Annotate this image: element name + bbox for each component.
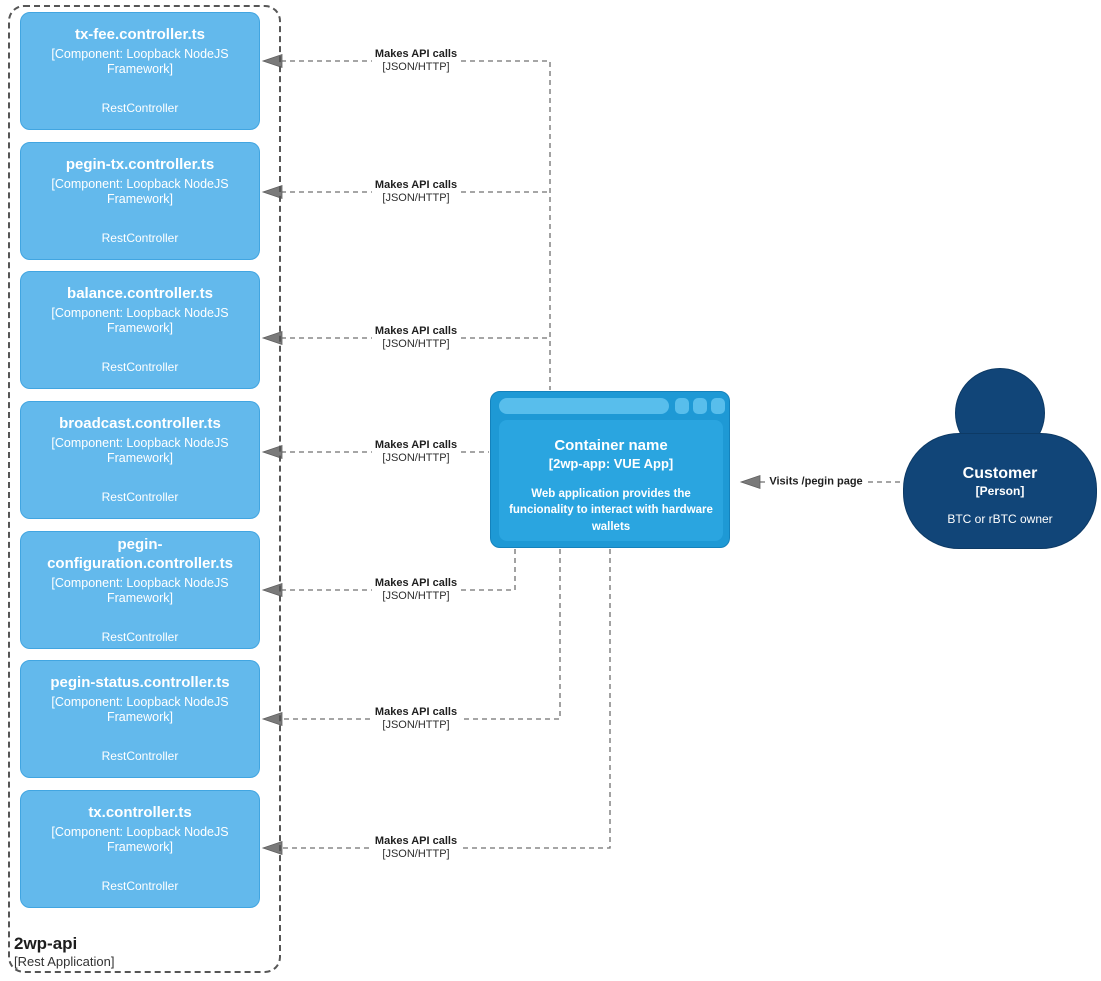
component-broadcast-controller: [20, 401, 260, 519]
component-title: pegin-configuration.controller.ts: [47, 536, 233, 572]
component-meta: [Component: Loopback NodeJS Framework]: [51, 575, 229, 605]
container-2wp-app: [490, 391, 730, 548]
window-control-icon: [675, 398, 689, 414]
edge-label-tx-fee: [372, 48, 460, 74]
component-meta: [Component: Loopback NodeJS Framework]: [51, 47, 229, 77]
container-description: Web application provides the funcionality to interact with hardware wallets: [509, 488, 713, 533]
edge-label-tech: [JSON/HTTP]: [382, 590, 450, 602]
component-title: balance.controller.ts: [67, 285, 213, 303]
component-role: RestController: [101, 360, 179, 375]
edge-label-text: Makes API calls: [374, 48, 458, 60]
component-meta: [Component: Loopback NodeJS Framework]: [51, 695, 229, 725]
edge-label-text: Makes API calls: [374, 577, 458, 589]
component-balance-controller: [20, 271, 260, 389]
edge-label-tech: [JSON/HTTP]: [382, 338, 450, 350]
edge-label-visits-pegin: [766, 476, 865, 489]
component-pegin-tx-controller: [20, 142, 260, 260]
component-tx-controller: [20, 790, 260, 908]
edge-label-text: Visits /pegin page: [769, 475, 863, 488]
component-meta: [Component: Loopback NodeJS Framework]: [51, 825, 229, 855]
component-role: RestController: [101, 749, 179, 764]
window-control-icon: [711, 398, 725, 414]
container-title: Container name: [554, 437, 668, 454]
edge-label-tech: [JSON/HTTP]: [382, 452, 450, 464]
edge-pegin-status: [281, 549, 560, 719]
edge-label-broadcast: [372, 439, 460, 465]
person-meta: [Person]: [975, 484, 1025, 498]
browser-address-bar: [499, 398, 669, 414]
window-control-icon: [693, 398, 707, 414]
edge-label-text: Makes API calls: [374, 179, 458, 191]
component-meta: [Component: Loopback NodeJS Framework]: [51, 177, 229, 207]
edge-label-pegin-status: [372, 706, 460, 732]
component-tx-fee-controller: [20, 12, 260, 130]
component-title: broadcast.controller.ts: [59, 415, 221, 433]
container-meta: [2wp-app: VUE App]: [548, 455, 674, 471]
component-title: pegin-status.controller.ts: [50, 674, 230, 692]
edge-label-balance: [372, 325, 460, 351]
component-title: tx.controller.ts: [88, 804, 192, 822]
person-customer: [903, 433, 1097, 549]
component-role: RestController: [101, 629, 179, 644]
edge-label-pegin-configuration: [372, 577, 460, 603]
person-description: BTC or rBTC owner: [947, 511, 1053, 526]
component-pegin-status-controller: [20, 660, 260, 778]
edge-label-text: Makes API calls: [374, 439, 458, 451]
component-role: RestController: [101, 879, 179, 894]
component-title: tx-fee.controller.ts: [74, 26, 206, 44]
boundary-name: 2wp-api: [14, 934, 78, 953]
boundary-label: [14, 934, 114, 971]
boundary-meta: [Rest Application]: [14, 954, 115, 970]
edge-label-tx: [372, 835, 460, 861]
edge-label-text: Makes API calls: [374, 835, 458, 847]
edge-label-tech: [JSON/HTTP]: [382, 848, 450, 860]
edge-label-text: Makes API calls: [374, 706, 458, 718]
component-pegin-configuration-controller: [20, 531, 260, 649]
edge-label-tech: [JSON/HTTP]: [382, 61, 450, 73]
person-name: Customer: [962, 465, 1038, 482]
edge-label-tech: [JSON/HTTP]: [382, 719, 450, 731]
component-role: RestController: [101, 101, 179, 116]
edge-label-tech: [JSON/HTTP]: [382, 192, 450, 204]
component-meta: [Component: Loopback NodeJS Framework]: [51, 436, 229, 466]
component-role: RestController: [101, 490, 179, 505]
component-meta: [Component: Loopback NodeJS Framework]: [51, 306, 229, 336]
arrowhead-visits-pegin: [741, 476, 760, 489]
component-role: RestController: [101, 231, 179, 246]
edge-label-pegin-tx: [372, 179, 460, 205]
edge-label-text: Makes API calls: [374, 325, 458, 337]
component-title: pegin-tx.controller.ts: [65, 156, 215, 174]
browser-content-panel: [499, 420, 723, 541]
